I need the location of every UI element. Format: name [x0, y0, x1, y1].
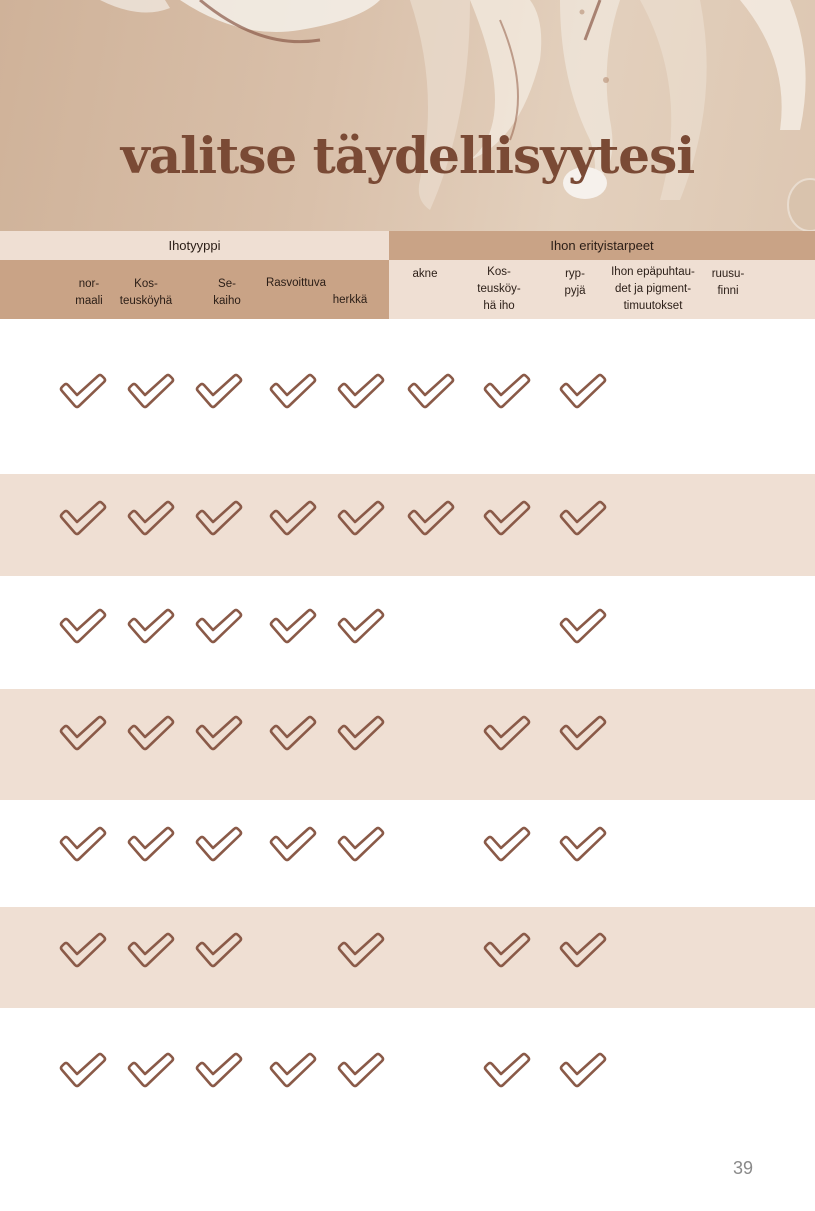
checkmark-icon — [337, 373, 385, 411]
checkmark-icon — [483, 826, 531, 864]
checkmark-icon — [269, 1052, 317, 1090]
checkmark-icon — [59, 932, 107, 970]
checkmark-icon — [127, 373, 175, 411]
checkmark-icon — [127, 608, 175, 646]
column-header-dry: Kos- teusköyhä — [119, 278, 173, 307]
checkmark-icon — [127, 715, 175, 753]
checkmark-icon — [337, 608, 385, 646]
checkmark-icon — [337, 500, 385, 538]
checkmark-icon — [127, 932, 175, 970]
checkmark-icon — [195, 715, 243, 753]
checkmark-icon — [59, 608, 107, 646]
checkmark-icon — [337, 715, 385, 753]
checkmark-icon — [195, 1052, 243, 1090]
skin-type-group-header: Ihotyyppi — [0, 231, 389, 260]
checkmark-icon — [483, 1052, 531, 1090]
checkmark-icon — [559, 715, 607, 753]
column-header-combination: Se- kaiho — [213, 278, 241, 307]
checkmark-icon — [559, 932, 607, 970]
checkmark-icon — [337, 932, 385, 970]
page-title: valitse täydellisyytesi — [120, 126, 695, 185]
checkmark-icon — [59, 500, 107, 538]
checkmark-icon — [559, 826, 607, 864]
checkmark-icon — [195, 932, 243, 970]
checkmark-icon — [127, 1052, 175, 1090]
skin-needs-group-header: Ihon erityistarpeet — [389, 231, 815, 260]
checkmark-icon — [127, 500, 175, 538]
hero-banner — [0, 0, 815, 231]
column-header-wrinkles: ryp- pyjä — [564, 268, 586, 297]
column-header-sensitive: herkkä — [332, 294, 368, 306]
table-row — [0, 576, 815, 689]
checkmark-icon — [407, 500, 455, 538]
checkmark-icon — [127, 826, 175, 864]
checkmark-icon — [195, 608, 243, 646]
page-number: 39 — [733, 1158, 754, 1178]
checkmark-icon — [59, 826, 107, 864]
table-row — [0, 689, 815, 800]
table-row — [0, 800, 815, 907]
checkmark-icon — [59, 373, 107, 411]
column-header-oily: Rasvoittuva — [265, 277, 327, 289]
checkmark-icon — [483, 715, 531, 753]
checkmark-icon — [195, 826, 243, 864]
checkmark-icon — [559, 500, 607, 538]
checkmark-icon — [269, 715, 317, 753]
checkmark-icon — [483, 500, 531, 538]
checkmark-icon — [195, 373, 243, 411]
checkmark-icon — [337, 1052, 385, 1090]
table-row — [0, 1008, 815, 1138]
checkmark-icon — [483, 373, 531, 411]
checkmark-icon — [269, 826, 317, 864]
column-header-impurities: Ihon epäpuhtau- det ja pigment- timuutokset — [611, 266, 695, 312]
checkmark-icon — [407, 373, 455, 411]
checkmark-icon — [269, 373, 317, 411]
checkmark-icon — [483, 932, 531, 970]
cream-texture-image — [0, 0, 815, 231]
table-row — [0, 907, 815, 1008]
checkmark-icon — [559, 373, 607, 411]
checkmark-icon — [59, 715, 107, 753]
checkmark-icon — [337, 826, 385, 864]
column-header-rosacea: ruusu- finni — [711, 268, 745, 297]
column-header-dehydrated: Kos- teusköy- hä iho — [477, 266, 521, 312]
checkmark-icon — [195, 500, 243, 538]
checkmark-icon — [559, 608, 607, 646]
column-header-acne: akne — [412, 268, 438, 280]
checkmark-icon — [269, 500, 317, 538]
checkmark-icon — [59, 1052, 107, 1090]
checkmark-icon — [269, 608, 317, 646]
checkmark-icon — [559, 1052, 607, 1090]
column-header-normal: nor- maali — [75, 278, 103, 307]
